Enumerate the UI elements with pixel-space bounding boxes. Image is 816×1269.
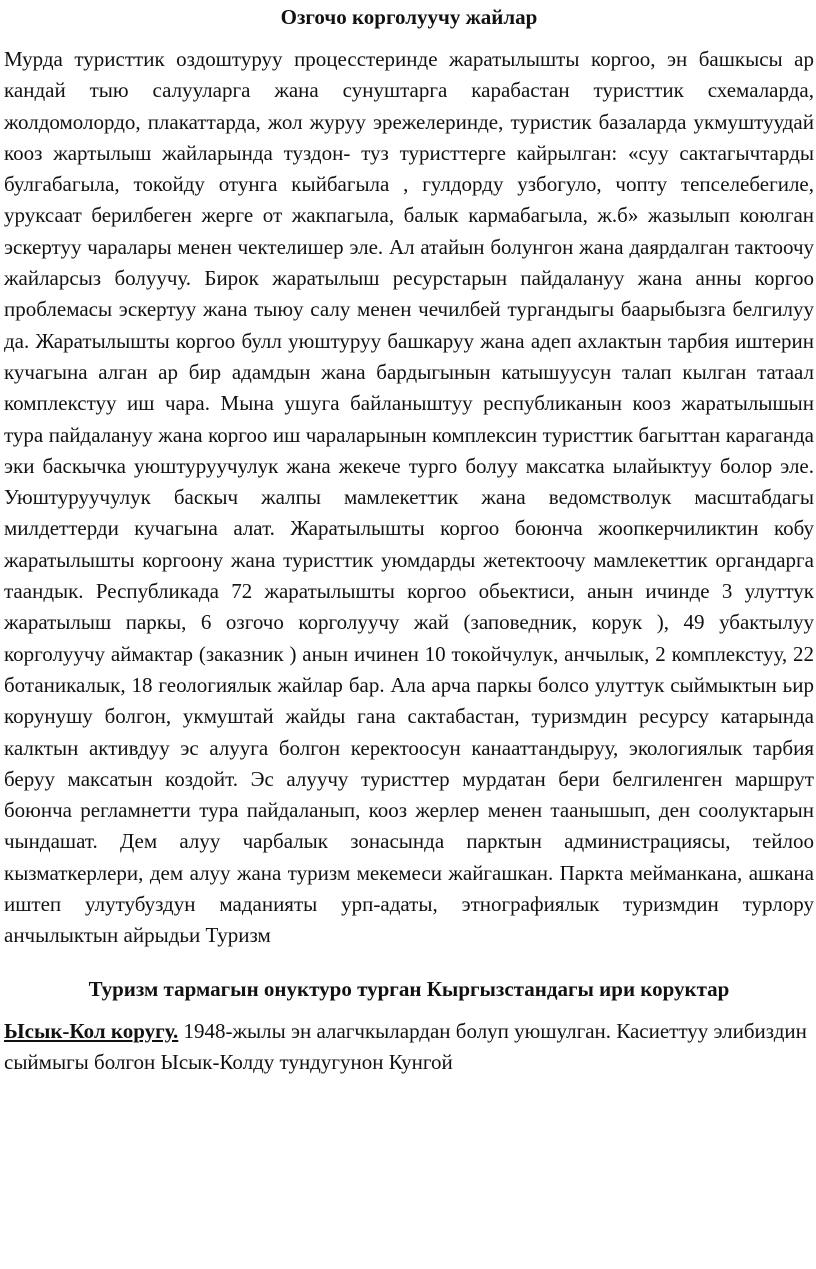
document-title: Озгочо корголуучу жайлар	[280, 5, 538, 29]
section-paragraph-text: 1948-жылы эн алагчкылардан болуп уюшулган. Касиеттуу элибиздин сыймыгы болгон Ысык-Колду тундугунон Кунгой	[4, 1018, 807, 1074]
section-heading: Туризм тармагын онуктуро турган Кыргызстандагы ири коруктар	[88, 976, 730, 1001]
body-paragraph: Мурда туристтик оздоштуруу процесстеринде жаратылышты коргоо, эн башкысы ар кандай тыю салууларга жана сунуштарга карабастан туристтик схемаларда, жолдомолордо, плакаттарда, жол журуу эрежелеринде, туристик базаларда укмуштуудай кооз жартылыш жайларында туздон- туз туристтерге кайрылган: «суу сактагычтарды булгабагыла, токойду отунга кыйбагыла , гулдорду узбогуло, чопту тепселебегиле, уруксаат берилбеген жерге от жакпагыла, балык кармабагыла, ж.б» жазылып коюлган эскертуу чаралары менен чектелишер эле. Ал атайын болунгон жана даярдалган тактоочу жайларсыз болуучу. Бирок жаратылыш ресурстарын пайдалануу жана анны коргоо проблемасы эскертуу жана тыюу салу менен чечилбей тургандыгы баарыбызга белгилуу да. Жаратылышты коргоо булл уюштуруу башкаруу жана адеп ахлактын тарбия иштерин кучагына алган ар бир адамдын жана бардыгынын катышуусун талап кылган татаал комплекстуу иш чара. Мына ушуга байланыштуу республиканын кооз жаратылышын тура пайдалануу жана коргоо иш чараларынын комплексин туристтик багыттан караганда эки баскычка уюштуруучулук жана жекече турго болуу максатка ылайыктуу болор эле. Уюштуруучулук баскыч жалпы мамлекеттик жана ведомстволук масштабдагы милдеттерди кучагына алат. Жаратылышты коргоо боюнча жоопкерчиликтин кобу жаратылышты коргоону жана туристтик уюмдарды жетектоочу мамлекеттик органдарга таандык. Республикада 72 жаратылышты коргоо обьектиси, анын ичинде 3 улуттук жаратылыш паркы, 6 озгочо корголуучу жай (заповедник, корук ), 49 убактылуу корголуучу аймактар (заказник ) анын ичинен 10 токойчулук, анчылык, 2 комплекстуу, 22 ботаникалык, 18 геологиялык жайлар бар. Ала арча паркы болсо улуттук сыймыктын ьир корунушу болгон, укмуштай жайды гана сактабастан, туризмдин ресурсу катарында калктын активдуу эс алууга болгон керектоосун канааттандыруу, экологиялык тарбия беруу максатын коздойт. Эс алуучу туристтер мурдатан бери белгиленген маршрут боюнча регламнетти тура пайдаланып, кооз жерлер менен таанышып, ден соолуктарын чындашат. Дем алуу чарбалык зонасында парктын администрациясы, тейлоо кызматкерлери, дем алуу жана туризм мекемеси жайгашкан. Паркта мейманкана, ашкана иштеп улутубуздун маданияты урп-адаты, этнографиялык туризмдин турлору анчылыктын айрыдьи Туризм	[4, 47, 814, 948]
reserve-name: Ысык-Кол коругу.	[4, 1018, 179, 1043]
section-paragraph	[4, 1016, 814, 1079]
document-page	[0, 2, 816, 1269]
